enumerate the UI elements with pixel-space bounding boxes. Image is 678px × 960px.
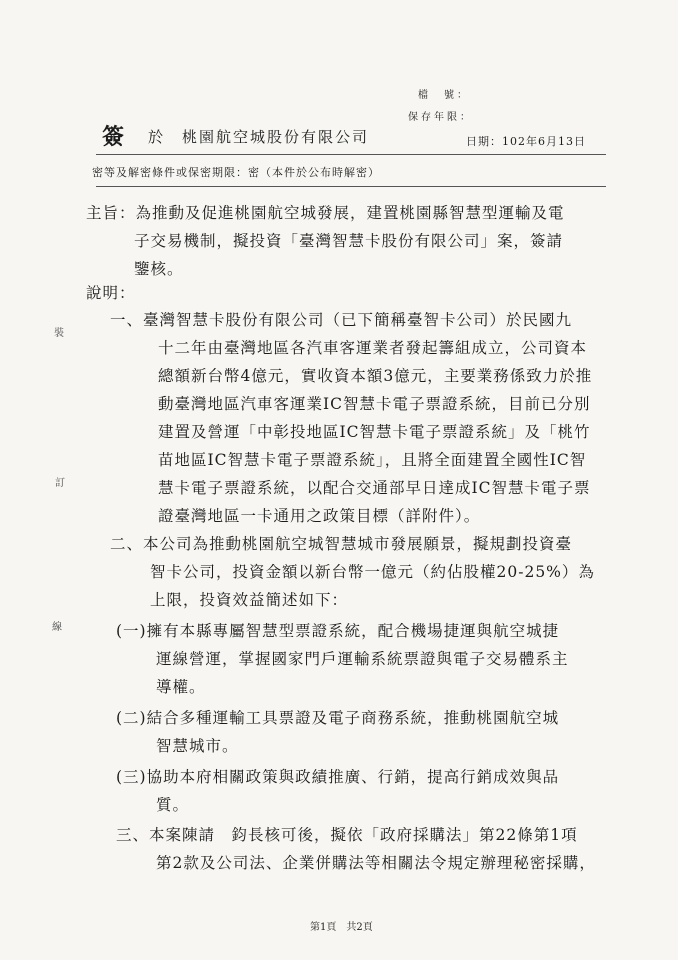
sign-mark: 簽 [102,124,125,150]
header-divider-bottom [96,186,606,187]
subject-line: 主旨：為推動及促進桃園航空城發展，建置桃園縣智慧型運輸及電 [86,204,565,222]
subject-line: 子交易機制，擬投資「臺灣智慧卡股份有限公司」案，簽請 [134,232,564,250]
binding-margin-char: 裝 [54,328,64,339]
item2-line: 智卡公司，投資金額以新台幣一億元（約佔股權20-25%）為 [150,563,595,581]
item2-line: 二、本公司為推動桃園航空城智慧城市發展願景，擬規劃投資臺 [110,535,573,553]
page-number: 第1頁 共2頁 [310,922,373,933]
item3-line: 三、本案陳請 鈞長核可後，擬依「政府採購法」第22條第1項 [116,826,578,844]
document-date: 日期：102年6月13日 [466,135,586,148]
item1-line: 證臺灣地區一卡通用之政策目標（詳附件）。 [158,507,481,525]
organization-title: 於 桃園航空城股份有限公司 [148,128,370,146]
sub2-line: 智慧城市。 [156,737,239,755]
item3-line: 第2款及公司法、企業併購法等相關法令規定辦理秘密採購， [156,854,596,872]
binding-margin-char: 線 [52,622,62,633]
sub3-line: 質。 [156,796,190,814]
item1-line: 苗地區IC智慧卡電子票證系統」，且將全面建置全國性IC智 [158,451,587,469]
sub1-line: (一)擁有本縣專屬智慧型票證系統，配合機場捷運與航空城捷 [116,622,560,640]
sub1-line: 導權。 [156,678,206,696]
sub1-line: 運線營運，掌握國家門戶運輸系統票證與電子交易體系主 [156,650,569,668]
secrecy-condition: 密等及解密條件或保密期限：密（本件於公布時解密） [92,166,380,179]
sub2-line: (二)結合多種運輸工具票證及電子商務系統，推動桃園航空城 [116,709,560,727]
header-divider-top [96,154,606,155]
item1-line: 十二年由臺灣地區各汽車客運業者發起籌組成立，公司資本 [158,339,588,357]
item1-line: 慧卡電子票證系統，以配合交通部早日達成IC智慧卡電子票 [158,479,591,497]
explanation-heading: 說明： [86,284,136,302]
file-number-label: 檔 號： [418,90,470,101]
item1-line: 建置及營運「中彰投地區IC智慧卡電子票證系統」及「桃竹 [158,423,591,441]
retention-label: 保存年限： [408,112,473,123]
subject-line: 鑒核。 [134,260,184,278]
item1-line: 一、臺灣智慧卡股份有限公司（已下簡稱臺智卡公司）於民國九 [110,311,573,329]
binding-margin-char: 訂 [55,478,65,489]
item2-line: 上限，投資效益簡述如下： [150,591,349,609]
item1-line: 動臺灣地區汽車客運業IC智慧卡電子票證系統，目前已分別 [158,395,591,413]
sub3-line: (三)協助本府相關政策與政績推廣、行銷，提高行銷成效與品 [116,768,560,786]
item1-line: 總額新台幣4億元，實收資本額3億元，主要業務係致力於推 [158,367,593,385]
